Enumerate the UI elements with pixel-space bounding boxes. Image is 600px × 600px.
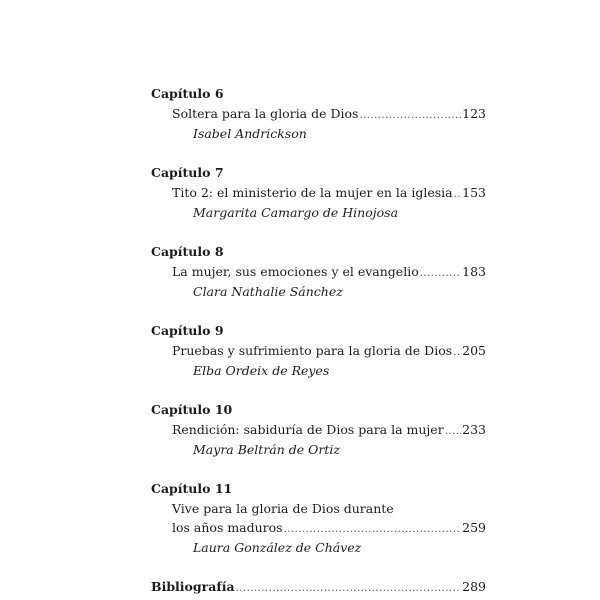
entry-author: Margarita Camargo de Hinojosa — [193, 205, 399, 220]
chapter-label: Capítulo 7 — [151, 165, 224, 180]
entry-title: Tito 2: el ministerio de la mujer en la iglesia — [172, 185, 453, 200]
page-number: 153 — [462, 185, 486, 200]
chapter-label: Capítulo 10 — [151, 402, 233, 417]
page-number: 259 — [462, 520, 486, 535]
entry-title: los años maduros — [172, 520, 283, 535]
entry-author: Mayra Beltrán de Ortiz — [193, 442, 340, 457]
entry-title: Rendición: sabiduría de Dios para la mujer — [172, 422, 444, 437]
toc-entry[interactable] — [172, 106, 486, 124]
chapter-label: Capítulo 8 — [151, 244, 224, 259]
page-number: 289 — [462, 579, 486, 594]
page-number: 205 — [462, 343, 486, 358]
bibliography-entry[interactable] — [151, 579, 486, 597]
entry-title: Soltera para la gloria de Dios — [172, 106, 359, 121]
entry-title: La mujer, sus emociones y el evangelio — [172, 264, 419, 279]
toc-entry[interactable] — [172, 343, 486, 361]
page-number: 233 — [462, 422, 486, 437]
dot-leader — [453, 345, 461, 361]
entry-author: Clara Nathalie Sánchez — [193, 284, 343, 299]
chapter-label: Capítulo 11 — [151, 481, 233, 496]
dot-leader — [454, 187, 462, 203]
bibliography-label: Bibliografía — [151, 579, 235, 594]
page-number: 123 — [462, 106, 486, 121]
entry-author: Laura González de Chávez — [193, 540, 362, 555]
entry-author: Isabel Andrickson — [193, 126, 307, 141]
entry-author: Elba Ordeix de Reyes — [193, 363, 330, 378]
chapter-label: Capítulo 6 — [151, 86, 224, 101]
entry-title-line: Vive para la gloria de Dios durante — [172, 501, 394, 516]
toc-entry[interactable] — [172, 422, 486, 440]
dot-leader — [420, 266, 461, 282]
toc-entry[interactable] — [172, 185, 486, 203]
dot-leader — [236, 581, 462, 597]
dot-leader — [284, 522, 462, 538]
page-number: 183 — [462, 264, 486, 279]
entry-title: Pruebas y sufrimiento para la gloria de Dios — [172, 343, 453, 358]
toc-entry[interactable] — [172, 520, 486, 538]
dot-leader — [445, 424, 461, 440]
toc-entry[interactable] — [172, 264, 486, 282]
chapter-label: Capítulo 9 — [151, 323, 224, 338]
dot-leader — [359, 108, 461, 124]
